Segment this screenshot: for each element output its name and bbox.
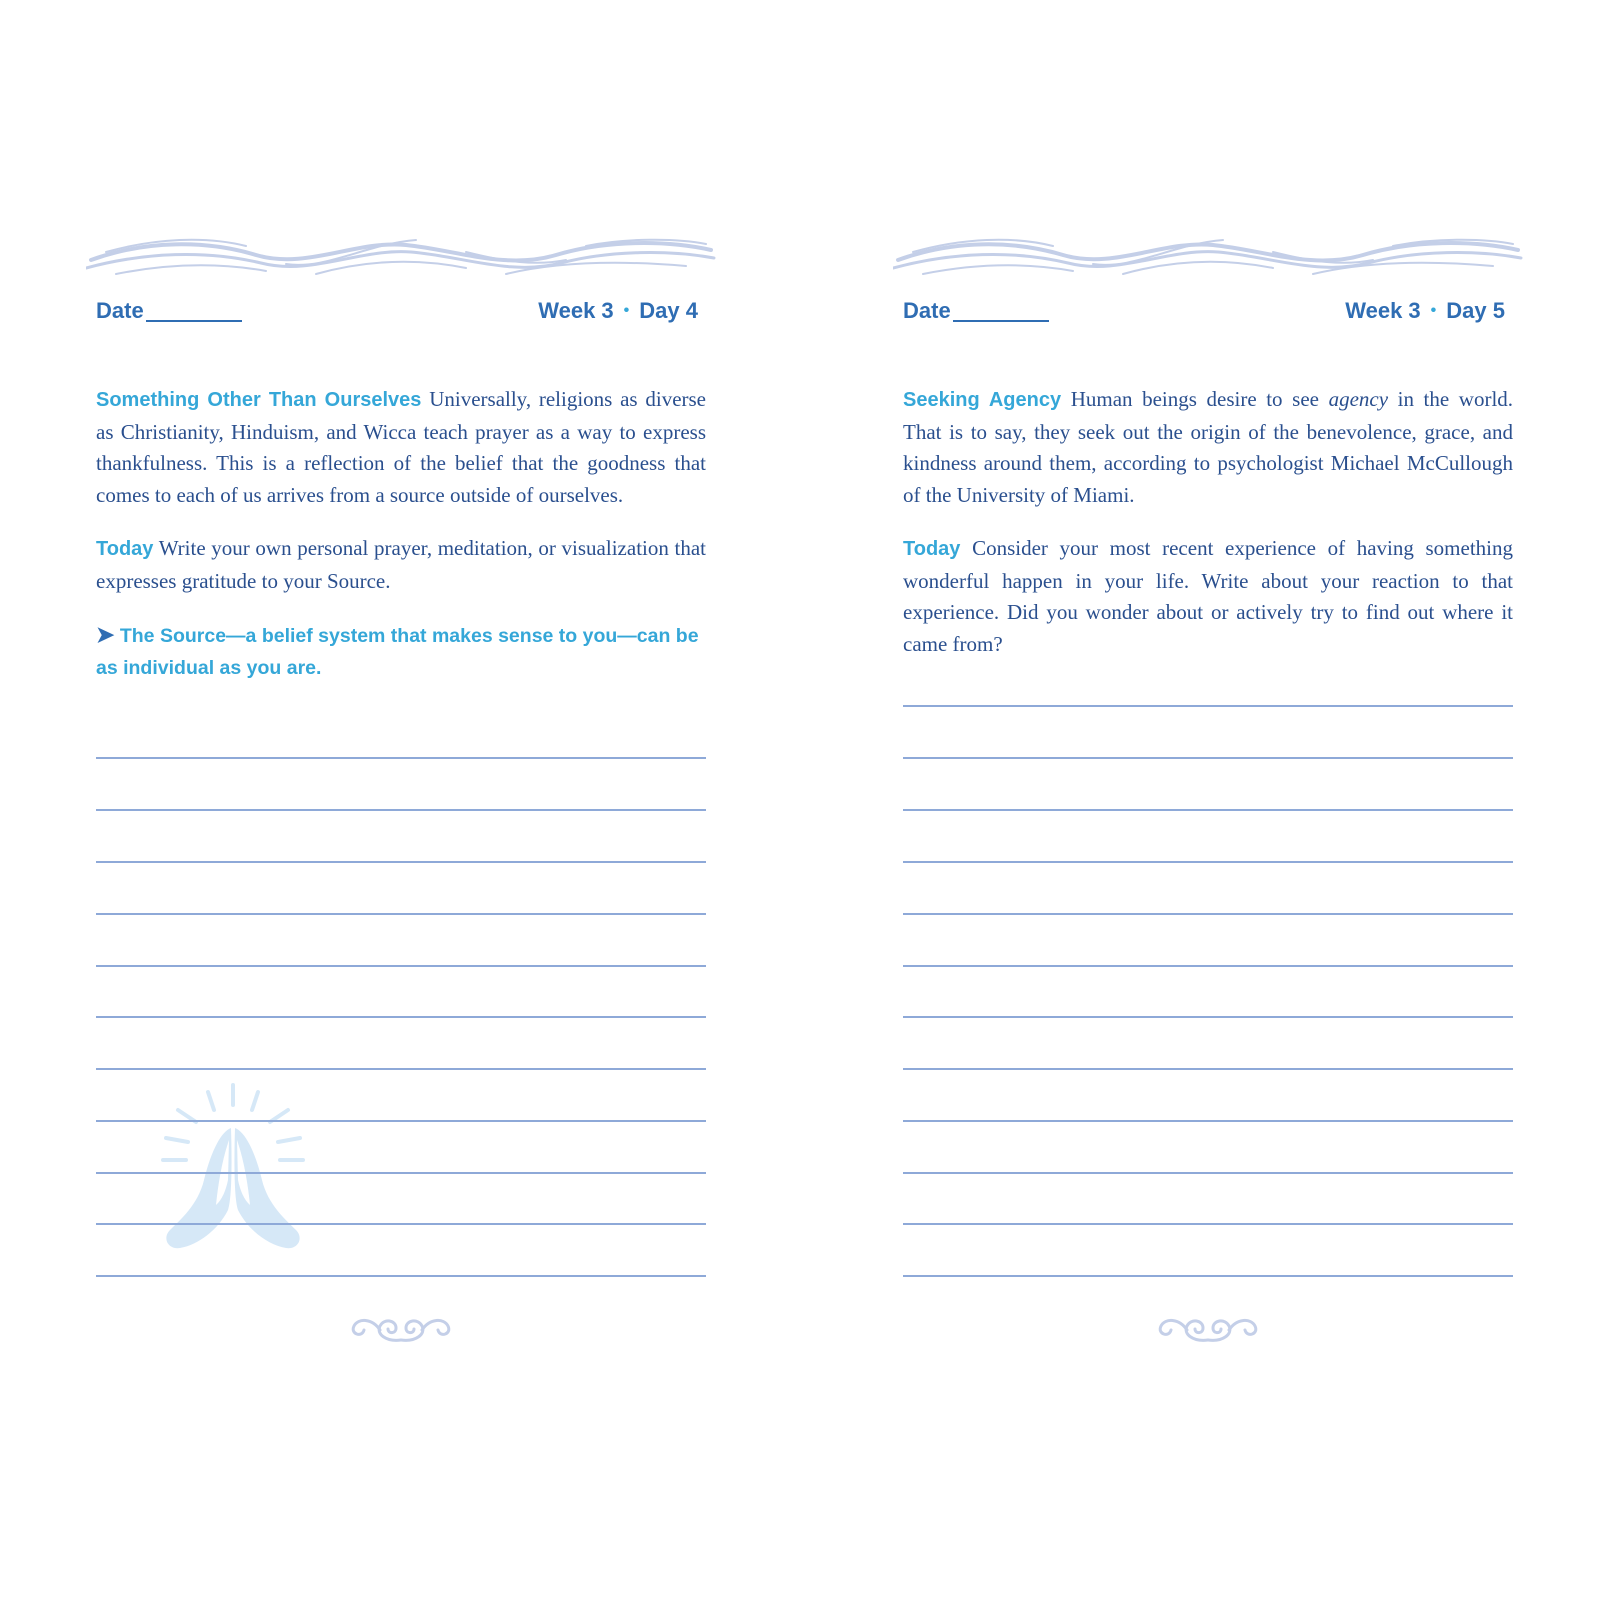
week-day-label <box>1345 298 1505 324</box>
writing-line[interactable] <box>903 1068 1513 1070</box>
writing-line[interactable] <box>903 861 1513 863</box>
day-label: Day 5 <box>1446 298 1505 323</box>
today-body: Consider your most recent experience of having something wonderful happen in your life. Write about your reaction to that experience. Did you wonder about or actively try to find out where it came from? <box>903 536 1514 656</box>
writing-line[interactable] <box>96 913 706 915</box>
writing-line[interactable] <box>96 965 706 967</box>
writing-line[interactable] <box>903 1172 1513 1174</box>
left-journal-page <box>96 0 706 1600</box>
bullet-dot-icon: • <box>623 302 630 319</box>
swirl-ornament-icon <box>1153 1308 1263 1348</box>
entry-body-emphasis: agency <box>1328 387 1389 411</box>
writing-line[interactable] <box>903 965 1513 967</box>
entry-text <box>96 384 706 706</box>
writing-line[interactable] <box>96 809 706 811</box>
writing-line[interactable] <box>96 1223 706 1225</box>
writing-line[interactable] <box>903 1275 1513 1277</box>
writing-line[interactable] <box>96 1172 706 1174</box>
entry-body: Universally, religions as diverse as Christianity, Hinduism, and Wicca teach prayer as a way to express thankfulness. This is a reflection of the belief that the goodness that comes to each of us arrives from a source outside of ourselves. <box>96 387 707 507</box>
writing-line[interactable] <box>96 757 706 759</box>
tip-note <box>96 619 706 684</box>
entry-body-end: in the world. That is to say, they seek out the origin of the benevolence, grace, and kindness around them, according to psychologist Michael McCullough of the University of Miami. <box>903 387 1514 507</box>
swirl-ornament-icon <box>346 1308 456 1348</box>
today-body: Write your own personal prayer, meditation, or visualization that expresses gratitude to your Source. <box>96 536 706 593</box>
date-label: Date <box>903 298 951 323</box>
entry-paragraph <box>903 384 1513 511</box>
right-journal-page <box>903 0 1513 1600</box>
date-field-line <box>953 320 1049 322</box>
writing-line[interactable] <box>903 1016 1513 1018</box>
writing-line[interactable] <box>903 1120 1513 1122</box>
date-field-line <box>146 320 242 322</box>
writing-line[interactable] <box>903 1223 1513 1225</box>
week-label: Week 3 <box>1345 298 1421 323</box>
writing-line[interactable] <box>903 757 1513 759</box>
entry-paragraph <box>96 384 706 511</box>
wave-divider-icon <box>893 230 1523 280</box>
entry-body-start: Human beings desire to see <box>1070 387 1319 411</box>
today-paragraph <box>903 533 1513 660</box>
page-header <box>903 298 1513 328</box>
today-paragraph <box>96 533 706 597</box>
writing-line[interactable] <box>903 913 1513 915</box>
arrow-icon: ➤ <box>96 622 115 647</box>
today-label: Today <box>96 538 154 560</box>
writing-line[interactable] <box>903 809 1513 811</box>
praying-hands-icon <box>158 1080 308 1260</box>
writing-line[interactable] <box>96 1016 706 1018</box>
date-label: Date <box>96 298 144 323</box>
week-label: Week 3 <box>538 298 614 323</box>
today-label: Today <box>903 538 961 560</box>
tip-text: The Source—a belief system that makes sense to you—can be as individual as you are. <box>96 625 699 679</box>
writing-line[interactable] <box>96 1275 706 1277</box>
week-day-label <box>538 298 698 324</box>
writing-line[interactable] <box>96 1068 706 1070</box>
wave-divider-icon <box>86 230 716 280</box>
writing-line[interactable] <box>96 1120 706 1122</box>
writing-line[interactable] <box>96 861 706 863</box>
entry-title: Something Other Than Ourselves <box>96 389 422 411</box>
entry-title: Seeking Agency <box>903 389 1062 411</box>
writing-line[interactable] <box>903 705 1513 707</box>
day-label: Day 4 <box>639 298 698 323</box>
bullet-dot-icon: • <box>1430 302 1437 319</box>
page-header <box>96 298 706 328</box>
entry-text <box>903 384 1513 682</box>
